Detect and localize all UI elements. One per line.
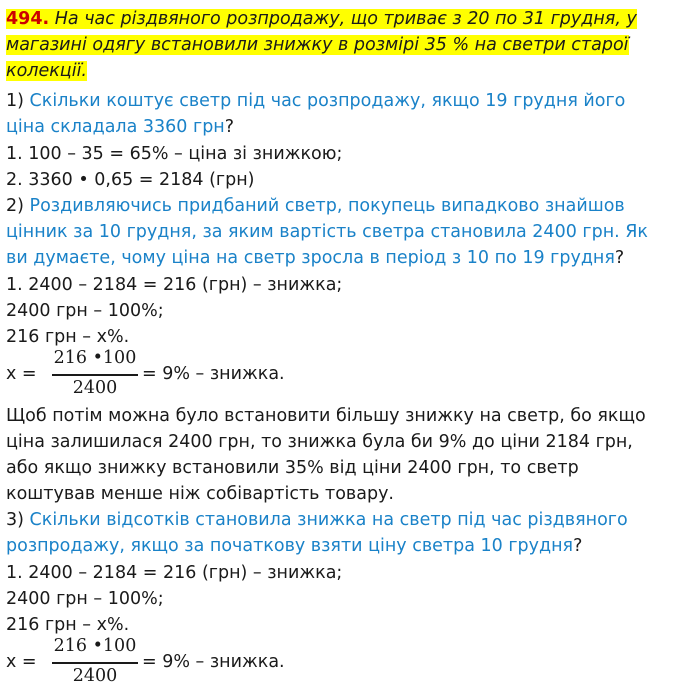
problem-line-3	[6, 58, 87, 84]
q3-fraction	[6, 636, 406, 690]
problem-text-2: магазині одягу встановили знижку в розмірі 35 % на светри старої	[6, 35, 629, 55]
q1-question-a: Скільки коштує светр під час розпродажу, якщо 19 грудня його	[29, 91, 626, 111]
q3-line-2	[6, 533, 582, 559]
q1-line-2	[6, 114, 234, 140]
q3-question-b: розпродажу, якщо за початкову взяти ціну светра 10 грудня	[6, 536, 574, 556]
q3-step-2: 2400 грн – 100%;	[6, 589, 164, 609]
q2-explanation-3: або якщо знижку встановили 35% від ціни 2400 грн, то светр	[6, 458, 579, 478]
q3-question-a: Скільки відсотків становила знижка на светр під час різдвяного	[29, 510, 628, 530]
q3-step-1: 1. 2400 – 2184 = 216 (грн) – знижка;	[6, 563, 343, 583]
q1-marker: 1)	[6, 91, 24, 111]
q2-line-2	[6, 219, 648, 245]
q2-explanation-1: Щоб потім можна було встановити більшу знижку на светр, бо якщо	[6, 406, 646, 426]
problem-text-1: На час різдвяного розпродажу, що триває з 20 по 31 грудня, у	[54, 9, 637, 29]
q1-question-b: ціна складала 3360 грн	[6, 117, 225, 137]
q3-line-1	[6, 507, 628, 533]
q2-marker: 2)	[6, 196, 24, 216]
q3-fraction-bar	[52, 662, 138, 664]
q2-explanation-4: коштував менше ніж собівартість товару.	[6, 484, 394, 504]
problem-number: 494.	[6, 9, 50, 29]
q2-fraction-numerator: 216 •100	[53, 348, 137, 368]
q3-step-3: 216 грн – х%.	[6, 615, 130, 635]
q2-fraction	[6, 348, 406, 402]
q2-question-b: цінник за 10 грудня, за яким вартість светра становила 2400 грн. Як	[6, 222, 648, 242]
q2-fraction-rhs: = 9% – знижка.	[142, 364, 285, 384]
q3-qmark: ?	[573, 536, 583, 556]
q2-line-1	[6, 193, 625, 219]
problem-line-1	[6, 6, 637, 32]
problem-text-3: колекції.	[6, 61, 87, 81]
q2-fraction-bar	[52, 374, 138, 376]
q2-question-c: ви думаєте, чому ціна на светр зросла в період з 10 по 19 грудня	[6, 248, 615, 268]
q2-fraction-lhs: х =	[6, 364, 37, 384]
q3-fraction-numerator: 216 •100	[53, 636, 137, 656]
q2-step-1: 1. 2400 – 2184 = 216 (грн) – знижка;	[6, 275, 343, 295]
q3-marker: 3)	[6, 510, 24, 530]
q2-step-2: 2400 грн – 100%;	[6, 301, 164, 321]
q2-question-a: Роздивляючись придбаний светр, покупець випадково знайшов	[29, 196, 625, 216]
q1-qmark: ?	[224, 117, 235, 137]
problem-line-2	[6, 32, 629, 58]
q2-qmark: ?	[614, 248, 625, 268]
q2-explanation-2: ціна залишилася 2400 грн, то знижка була би 9% до ціни 2184 грн,	[6, 432, 633, 452]
q3-fraction-rhs: = 9% – знижка.	[142, 652, 285, 672]
q2-line-3	[6, 245, 624, 271]
q1-step-1: 1. 100 – 35 = 65% – ціна зі знижкою;	[6, 144, 343, 164]
q1-step-2: 2. 3360 • 0,65 = 2184 (грн)	[6, 170, 255, 190]
q3-fraction-lhs: х =	[6, 652, 37, 672]
q1-line-1	[6, 88, 625, 114]
q2-step-3: 216 грн – х%.	[6, 327, 130, 347]
q3-fraction-denominator: 2400	[72, 666, 118, 686]
q2-fraction-denominator: 2400	[72, 378, 118, 398]
